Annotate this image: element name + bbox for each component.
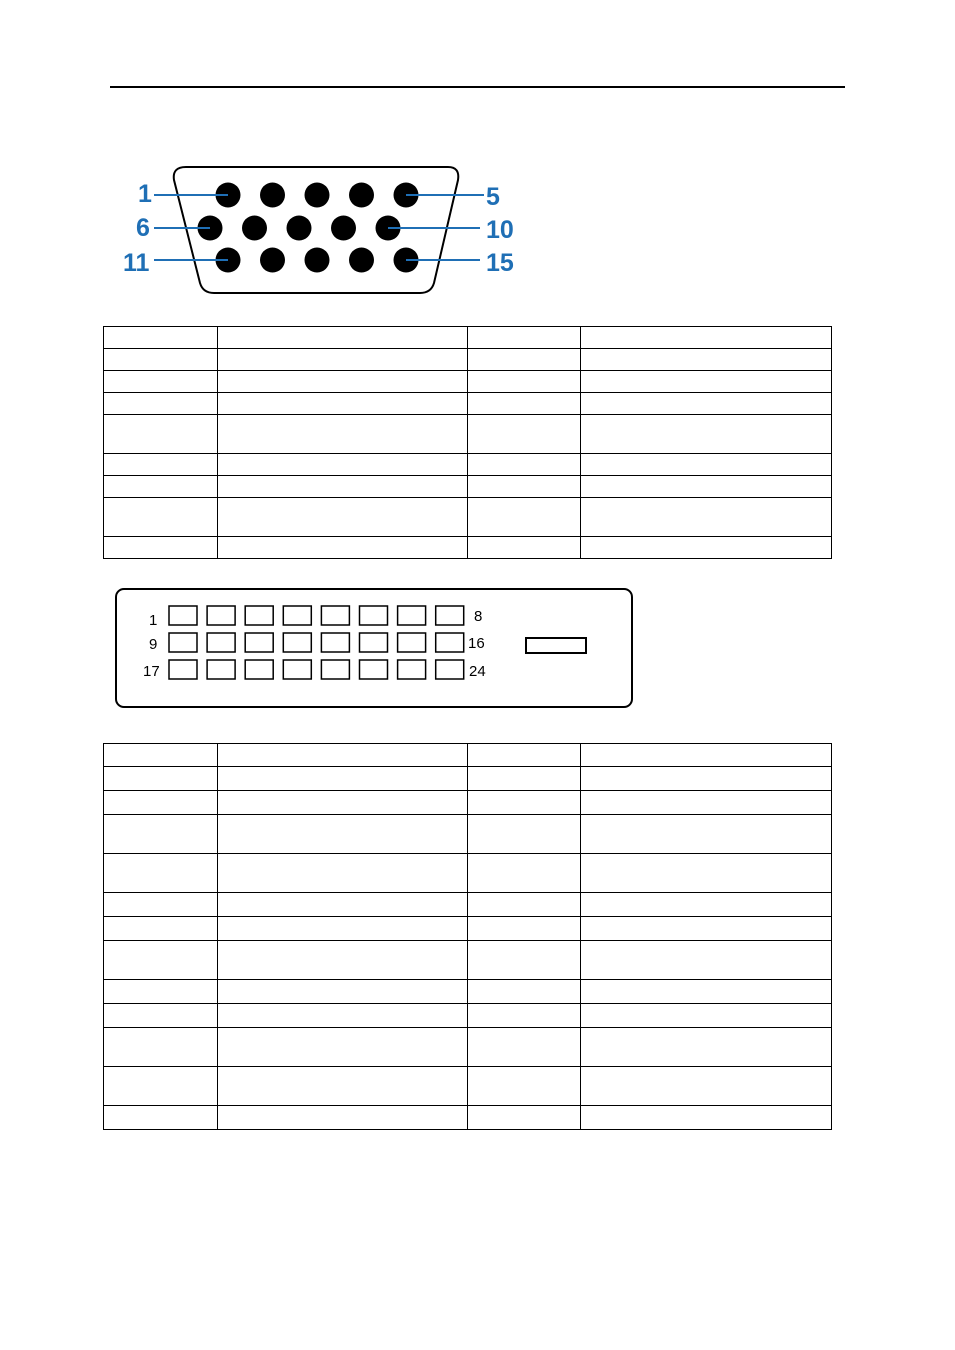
table-cell <box>104 980 218 1004</box>
table-cell <box>104 349 218 371</box>
table-cell <box>468 476 581 498</box>
table-cell <box>581 537 832 559</box>
dvi-pin-19 <box>245 660 273 679</box>
table-cell <box>104 1028 218 1067</box>
table-cell <box>104 537 218 559</box>
table-row <box>104 767 832 791</box>
table-cell <box>104 744 218 767</box>
table-cell <box>218 1004 468 1028</box>
table-cell <box>468 1004 581 1028</box>
table-row <box>104 454 832 476</box>
table-cell <box>468 893 581 917</box>
dvi-pin-label-8: 8 <box>474 608 483 625</box>
dvi-pin-5 <box>321 606 349 625</box>
vga-pin-label-15: 15 <box>486 249 514 277</box>
table-cell <box>581 744 832 767</box>
dvi-pin-table-body <box>104 744 832 1130</box>
table-cell <box>468 371 581 393</box>
table-cell <box>468 791 581 815</box>
table-cell <box>218 1106 468 1130</box>
dvi-pin-15 <box>398 633 426 652</box>
dvi-pin-10 <box>207 633 235 652</box>
table-cell <box>104 767 218 791</box>
table-cell <box>581 454 832 476</box>
dvi-pin-label-24: 24 <box>469 663 486 680</box>
table-cell <box>581 917 832 941</box>
dvi-pin-table <box>103 743 832 1130</box>
dvi-pin-12 <box>283 633 311 652</box>
table-row <box>104 1004 832 1028</box>
dvi-pin-3 <box>245 606 273 625</box>
table-row <box>104 349 832 371</box>
table-row <box>104 476 832 498</box>
header-rule <box>110 86 845 88</box>
dvi-pin-16 <box>436 633 464 652</box>
table-cell <box>104 327 218 349</box>
dvi-pin-7 <box>398 606 426 625</box>
table-cell <box>468 349 581 371</box>
table-row <box>104 791 832 815</box>
table-cell <box>468 327 581 349</box>
table-cell <box>104 1106 218 1130</box>
vga-pin-4 <box>349 183 374 208</box>
table-cell <box>104 476 218 498</box>
vga-pin-14 <box>349 248 374 273</box>
vga-pin-7 <box>242 216 267 241</box>
dvi-pin-label-16: 16 <box>468 635 485 652</box>
table-cell <box>218 941 468 980</box>
table-cell <box>104 498 218 537</box>
dvi-pin-21 <box>321 660 349 679</box>
table-cell <box>468 767 581 791</box>
table-cell <box>218 980 468 1004</box>
dvi-pin-1 <box>169 606 197 625</box>
table-cell <box>468 1067 581 1106</box>
vga-pin-3 <box>305 183 330 208</box>
vga-pin-label-1: 1 <box>138 180 152 208</box>
dvi-pin-2 <box>207 606 235 625</box>
dvi-pin-20 <box>283 660 311 679</box>
table-cell <box>581 893 832 917</box>
table-cell <box>104 917 218 941</box>
dvi-pin-13 <box>321 633 349 652</box>
table-row <box>104 744 832 767</box>
vga-pin-13 <box>305 248 330 273</box>
table-row <box>104 893 832 917</box>
table-row <box>104 393 832 415</box>
vga-pin-8 <box>287 216 312 241</box>
table-cell <box>104 815 218 854</box>
table-cell <box>468 744 581 767</box>
table-row <box>104 1067 832 1106</box>
table-cell <box>581 1106 832 1130</box>
dvi-pin-label-9: 9 <box>149 636 158 653</box>
table-cell <box>218 537 468 559</box>
table-cell <box>581 941 832 980</box>
dvi-pin-8 <box>436 606 464 625</box>
table-cell <box>104 791 218 815</box>
table-cell <box>104 1067 218 1106</box>
dvi-pin-label-17: 17 <box>143 663 160 680</box>
table-cell <box>581 854 832 893</box>
table-cell <box>581 327 832 349</box>
table-row <box>104 415 832 454</box>
table-row <box>104 327 832 349</box>
table-cell <box>581 767 832 791</box>
table-cell <box>218 327 468 349</box>
table-row <box>104 498 832 537</box>
vga-pin-12 <box>260 248 285 273</box>
dvi-connector-diagram <box>112 585 637 713</box>
vga-pins <box>198 183 419 273</box>
table-cell <box>468 454 581 476</box>
table-cell <box>218 371 468 393</box>
vga-pin-label-5: 5 <box>486 183 500 211</box>
table-row <box>104 1028 832 1067</box>
table-cell <box>104 1004 218 1028</box>
table-row <box>104 917 832 941</box>
vga-pin-label-6: 6 <box>136 214 150 242</box>
vga-pin-label-11: 11 <box>123 249 150 277</box>
table-row <box>104 941 832 980</box>
vga-pin-2 <box>260 183 285 208</box>
dvi-pin-11 <box>245 633 273 652</box>
table-cell <box>218 498 468 537</box>
table-cell <box>218 854 468 893</box>
vga-pin-label-10: 10 <box>486 216 514 244</box>
dvi-pin-label-1: 1 <box>149 612 158 629</box>
table-cell <box>218 476 468 498</box>
table-row <box>104 854 832 893</box>
dvi-pin-18 <box>207 660 235 679</box>
table-row <box>104 815 832 854</box>
dvi-pin-23 <box>398 660 426 679</box>
table-cell <box>218 917 468 941</box>
dvi-pin-17 <box>169 660 197 679</box>
dvi-pins <box>169 606 464 679</box>
table-row <box>104 371 832 393</box>
table-cell <box>104 854 218 893</box>
table-row <box>104 980 832 1004</box>
dvi-pin-4 <box>283 606 311 625</box>
vga-pin-table <box>103 326 832 559</box>
table-cell <box>218 454 468 476</box>
table-cell <box>218 415 468 454</box>
table-cell <box>218 893 468 917</box>
table-cell <box>581 371 832 393</box>
table-cell <box>104 371 218 393</box>
table-cell <box>581 815 832 854</box>
dvi-pin-14 <box>360 633 388 652</box>
table-cell <box>581 415 832 454</box>
table-cell <box>581 791 832 815</box>
table-cell <box>468 1028 581 1067</box>
dvi-pin-24 <box>436 660 464 679</box>
table-cell <box>581 476 832 498</box>
dvi-flat-ground-blade <box>526 638 586 653</box>
table-cell <box>468 815 581 854</box>
table-cell <box>468 498 581 537</box>
table-cell <box>468 980 581 1004</box>
table-cell <box>468 941 581 980</box>
table-cell <box>468 1106 581 1130</box>
vga-pin-table-body <box>104 327 832 559</box>
table-cell <box>104 415 218 454</box>
dvi-pin-9 <box>169 633 197 652</box>
table-cell <box>468 393 581 415</box>
table-cell <box>581 498 832 537</box>
table-row <box>104 1106 832 1130</box>
table-cell <box>581 393 832 415</box>
table-cell <box>218 744 468 767</box>
table-cell <box>218 767 468 791</box>
table-cell <box>581 980 832 1004</box>
dvi-pin-6 <box>360 606 388 625</box>
table-cell <box>468 854 581 893</box>
table-cell <box>468 415 581 454</box>
table-cell <box>104 393 218 415</box>
vga-connector-diagram <box>118 160 528 300</box>
table-cell <box>104 941 218 980</box>
table-cell <box>468 917 581 941</box>
table-cell <box>581 1067 832 1106</box>
table-cell <box>218 393 468 415</box>
table-cell <box>581 1028 832 1067</box>
table-cell <box>104 454 218 476</box>
table-cell <box>104 893 218 917</box>
table-cell <box>218 349 468 371</box>
table-row <box>104 537 832 559</box>
table-cell <box>218 815 468 854</box>
table-cell <box>581 1004 832 1028</box>
table-cell <box>581 349 832 371</box>
table-cell <box>218 1028 468 1067</box>
vga-pin-9 <box>331 216 356 241</box>
table-cell <box>468 537 581 559</box>
table-cell <box>218 1067 468 1106</box>
dvi-pin-22 <box>360 660 388 679</box>
table-cell <box>218 791 468 815</box>
